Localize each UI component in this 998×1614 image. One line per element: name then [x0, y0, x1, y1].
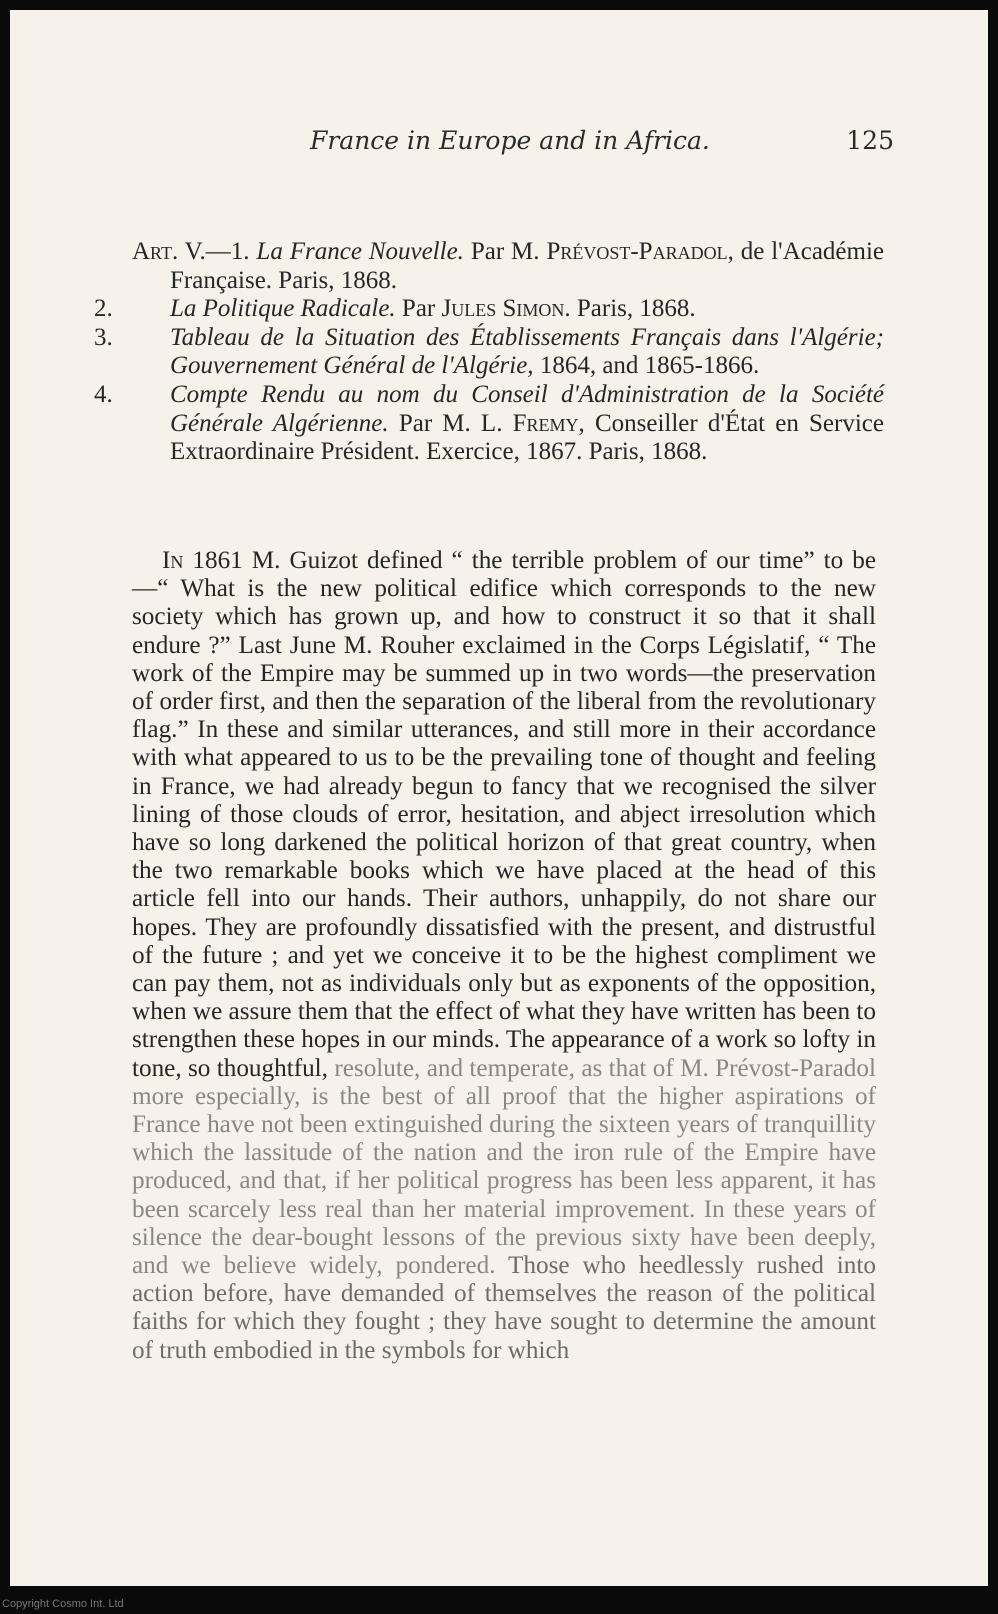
book-page	[10, 10, 988, 1586]
reference-author: Jules Simon	[441, 295, 565, 323]
reference-list	[94, 238, 885, 467]
reference-item-2	[94, 295, 884, 324]
reference-author-prefix: Par M. L.	[398, 409, 503, 437]
running-title: France in Europe and in Africa.	[310, 126, 710, 155]
reference-title: Compte Rendu au nom du Conseil d'Administration de la Société Générale Algérienne.	[170, 380, 884, 437]
reference-author-prefix: Par M.	[470, 238, 540, 265]
reference-number: 1.	[230, 238, 250, 265]
reference-author: Fremy	[512, 409, 579, 437]
lead-in-word: In	[162, 547, 184, 574]
reference-author-prefix: Par	[401, 295, 436, 323]
reference-details: 1864, and 1865-1866.	[533, 352, 760, 380]
reference-details: , de l'Académie Française. Paris, 1868.	[170, 238, 885, 294]
body-text-faded: resolute, and temperate, as that of M. Prévost-Paradol more especially, is the best of all proof that the higher aspirations of France have not been extinguished during the sixteen years of tranquillity which the lassitude of the nation and the iron rule of the Empire have produced, and that, if her political progress has been less apparent, it has been scarcely less real than her material improvement. In these years of silence the dear-bought lessons of the previous sixty have been deeply, and we believe widely, pondered.	[132, 1054, 876, 1280]
page-header	[10, 126, 988, 166]
article-body	[132, 547, 876, 1365]
reference-number: 3.	[94, 323, 113, 351]
page-number: 125	[846, 126, 894, 155]
body-text-main: 1861 M. Guizot defined “ the terrible problem of our time” to be—“ What is the new political edifice which corresponds to the new society which has grown up, and how to construct it so that it shall endure ?” Last June M. Rouher exclaimed in the Corps Législatif, “ The work of the Empire may be summed up in two words—the preservation of order first, and then the separation of the liberal from the revolutionary flag.” In these and similar utterances, and still more in their accordance with what appeared to us to be the prevailing tone of thought and feeling in France, we had already begun to fancy that we recognised the silver lining of those clouds of error, hesitation, and abject irresolution which have so long darkened the political horizon of that great country, when the two remarkable books which we have placed at the head of this article fell into our hands. Their authors, unhappily, do not share our hopes. They are profoundly dissatisfied with the present, and distrustful of the future ; and yet we conceive it to be the highest compliment we can pay them, not as individuals only but as exponents of the opposition, when we assure them that the effect of what they have written has been to strengthen these hopes in our minds. The appearance of a work so lofty in tone, so thoughtful,	[132, 547, 876, 1082]
reference-item-1	[132, 238, 884, 295]
body-text-end: Those who heedlessly rushed into action before, have demanded of themselves the reason of the political faiths for which they fought ; they have sought to determine the amount of truth embodied in the symbols for which	[132, 1252, 876, 1364]
reference-item-3	[94, 323, 884, 381]
article-prefix: Art. V.—	[132, 238, 231, 265]
reference-details: , Conseiller d'État en Service Extraordinaire Président. Exercice, 1867. Paris, 1868.	[170, 409, 884, 466]
reference-author: Prévost-Paradol	[546, 238, 728, 265]
reference-title: La Politique Radicale.	[170, 295, 396, 323]
reference-title: Tableau de la Situation des Établissements Français dans l'Algérie; Gouvernement Général de l'Algérie,	[170, 323, 884, 380]
reference-title: La France Nouvelle.	[256, 238, 464, 265]
reference-number: 2.	[94, 295, 113, 323]
copyright-watermark: Copyright Cosmo Int. Ltd	[2, 1598, 124, 1610]
reference-item-4	[94, 380, 884, 467]
reference-details: . Paris, 1868.	[564, 295, 696, 323]
reference-number: 4.	[94, 380, 113, 408]
